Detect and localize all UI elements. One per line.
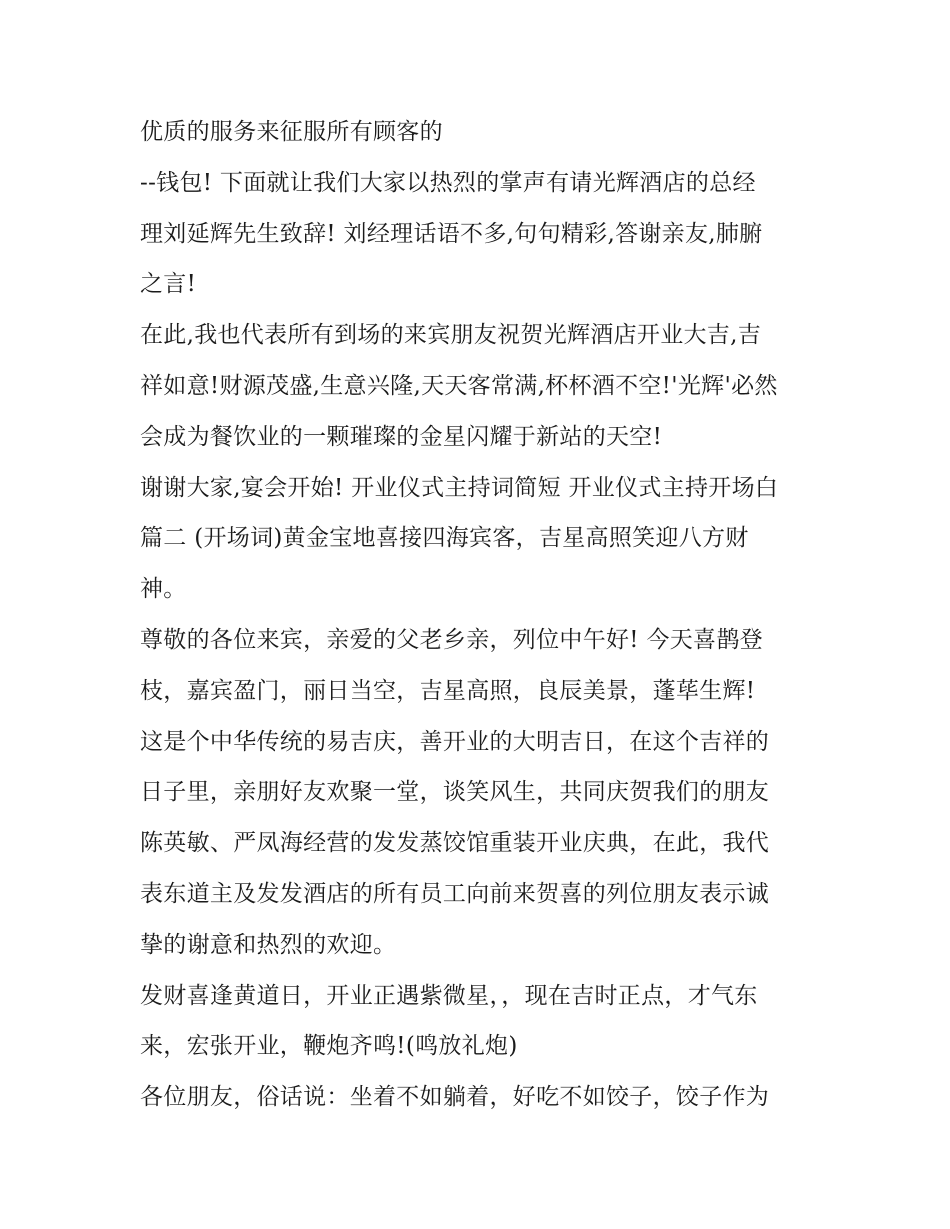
text-line: 祥如意!财源茂盛,生意兴隆,天天客常满,杯杯酒不空!'光辉'必然	[140, 372, 778, 399]
text-line: 之言!	[140, 271, 197, 298]
text-line: --钱包! 下面就让我们大家以热烈的掌声有请光辉酒店的总经	[140, 169, 756, 196]
text-line: 来，宏张开业，鞭炮齐鸣!(鸣放礼炮)	[140, 1033, 518, 1060]
text-line: 在此,我也代表所有到场的来宾朋友祝贺光辉酒店开业大吉,吉	[140, 322, 762, 349]
text-line: 日子里，亲朋好友欢聚一堂，谈笑风生，共同庆贺我们的朋友	[140, 779, 770, 806]
text-line: 神。	[140, 576, 187, 603]
text-line: 会成为餐饮业的一颗璀璨的金星闪耀于新站的天空!	[140, 423, 663, 450]
text-line: 理刘延辉先生致辞! 刘经理话语不多,句句精彩,答谢亲友,肺腑	[140, 220, 763, 247]
document-body-text	[140, 107, 820, 1123]
text-line: 陈英敏、严凤海经营的发发蒸饺馆重装开业庆典，在此，我代	[140, 830, 770, 857]
text-line: 各位朋友，俗话说：坐着不如躺着，好吃不如饺子，饺子作为	[140, 1084, 770, 1111]
text-line: 优质的服务来征服所有顾客的	[140, 119, 443, 145]
text-line: 挚的谢意和热烈的欢迎。	[140, 931, 397, 958]
text-line: 表东道主及发发酒店的所有员工向前来贺喜的列位朋友表示诚	[140, 880, 770, 907]
text-line: 枝，嘉宾盈门，丽日当空，吉星高照，良辰美景，蓬荜生辉!	[140, 677, 756, 704]
text-line: 谢谢大家,宴会开始! 开业仪式主持词简短 开业仪式主持开场白	[140, 474, 779, 501]
text-line: 这是个中华传统的易吉庆，善开业的大明吉日，在这个吉祥的	[140, 728, 770, 755]
text-line: 尊敬的各位来宾，亲爱的父老乡亲，列位中午好! 今天喜鹊登	[140, 626, 763, 653]
text-line: 篇二 (开场词)黄金宝地喜接四海宾客，吉星高照笑迎八方财	[140, 525, 749, 552]
text-line: 发财喜逢黄道日，开业正遇紫微星，，现在吉时正点，才气东	[140, 982, 758, 1009]
